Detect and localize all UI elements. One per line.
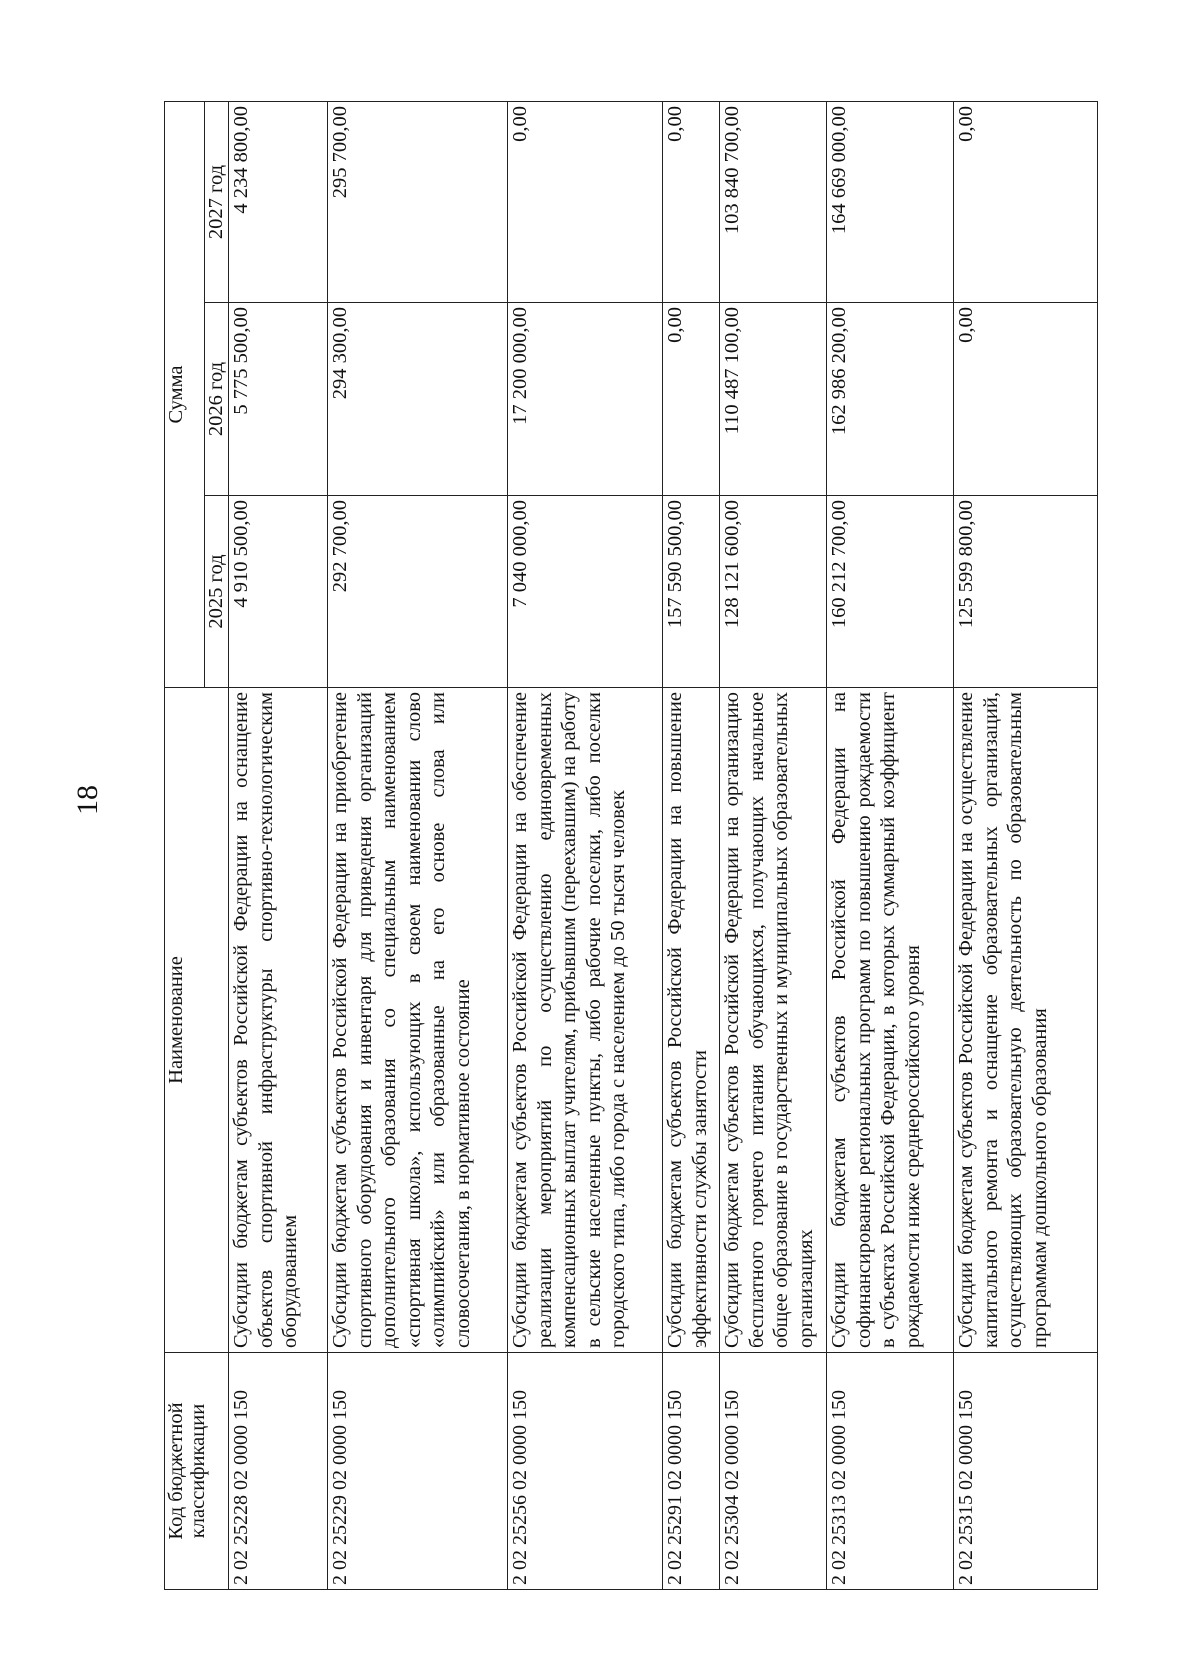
- row-value-2027: 4 234 800,00: [229, 101, 328, 302]
- table-row: [328, 101, 508, 1589]
- row-code: 2 02 25315 02 0000 150: [954, 1353, 1098, 1590]
- row-value-2026: 17 200 000,00: [508, 303, 663, 496]
- row-value-2025: 7 040 000,00: [508, 496, 663, 688]
- row-name: Субсидии бюджетам субъектов Российской Федерации на осуществление капитального ремонта и оснащение образовательных организаций, осуществляющих образовательную деятельность по образовательным программам дошкольного образования: [954, 688, 1098, 1353]
- row-value-2026: 110 487 100,00: [720, 303, 827, 496]
- table-row: [954, 101, 1098, 1589]
- rotated-table-wrapper: [164, 102, 1051, 1590]
- row-name: Субсидии бюджетам субъектов Российской Федерации на оснащение объектов спортивной инфраструктуры спортивно-технологическим оборудованием: [229, 688, 328, 1353]
- row-value-2025: 160 212 700,00: [827, 496, 954, 688]
- row-name: Субсидии бюджетам субъектов Российской Федерации на приобретение спортивного оборудования и инвентаря для приведения организаций дополнительного образования со специальным наименованием «спортивная школа», использующих в своем наименовании слово «олимпийский» или образованные на его основе слова или словосочетания, в нормативное состояние: [328, 688, 508, 1353]
- table-row: [663, 101, 720, 1589]
- row-value-2025: 128 121 600,00: [720, 496, 827, 688]
- row-code: 2 02 25256 02 0000 150: [508, 1353, 663, 1590]
- row-value-2025: 157 590 500,00: [663, 496, 720, 688]
- row-value-2027: 103 840 700,00: [720, 101, 827, 302]
- row-value-2025: 125 599 800,00: [954, 496, 1098, 688]
- row-name: Субсидии бюджетам субъектов Российской Федерации на повышение эффективности службы занятости: [663, 688, 720, 1353]
- row-value-2027: 295 700,00: [328, 101, 508, 302]
- table-row: [720, 101, 827, 1589]
- budget-table: [164, 101, 1098, 1590]
- row-value-2026: 294 300,00: [328, 303, 508, 496]
- page-number: 18: [71, 785, 104, 815]
- header-sum: Сумма: [165, 101, 205, 687]
- row-name: Субсидии бюджетам субъектов Российской Федерации на обеспечение реализации мероприятий по осуществлению единовременных компенсационных выплат учителям, прибывшим (переехавшим) на работу в сельские населенные пункты, либо рабочие поселки, либо поселки городского типа, либо города с населением до 50 тысяч человек: [508, 688, 663, 1353]
- row-value-2025: 4 910 500,00: [229, 496, 328, 688]
- row-code: 2 02 25229 02 0000 150: [328, 1353, 508, 1590]
- row-value-2027: 0,00: [954, 101, 1098, 302]
- header-name: Наименование: [165, 688, 229, 1353]
- table-header-row: [165, 101, 205, 1589]
- row-value-2027: 164 669 000,00: [827, 101, 954, 302]
- table-row: [508, 101, 663, 1589]
- row-name: Субсидии бюджетам субъектов Российской Федерации на софинансирование региональных программ по повышению рождаемости в субъектах Российской Федерации, в которых суммарный коэффициент рождаемости ниже среднероссийского уровня: [827, 688, 954, 1353]
- header-year-2025: 2025 год: [205, 496, 229, 688]
- header-year-2026: 2026 год: [205, 303, 229, 496]
- row-value-2027: 0,00: [663, 101, 720, 302]
- row-value-2026: 0,00: [663, 303, 720, 496]
- row-code: 2 02 25304 02 0000 150: [720, 1353, 827, 1590]
- row-value-2027: 0,00: [508, 101, 663, 302]
- table-row: [229, 101, 328, 1589]
- row-value-2026: 5 775 500,00: [229, 303, 328, 496]
- table-row: [827, 101, 954, 1589]
- row-value-2025: 292 700,00: [328, 496, 508, 688]
- row-code: 2 02 25313 02 0000 150: [827, 1353, 954, 1590]
- row-code: 2 02 25228 02 0000 150: [229, 1353, 328, 1590]
- row-name: Субсидии бюджетам субъектов Российской Федерации на организацию бесплатного горячего питания обучающихся, получающих начальное общее образование в государственных и муниципальных образовательных организациях: [720, 688, 827, 1353]
- header-code: Код бюджетной классификации: [165, 1353, 229, 1590]
- row-code: 2 02 25291 02 0000 150: [663, 1353, 720, 1590]
- header-year-2027: 2027 год: [205, 101, 229, 302]
- row-value-2026: 162 986 200,00: [827, 303, 954, 496]
- row-value-2026: 0,00: [954, 303, 1098, 496]
